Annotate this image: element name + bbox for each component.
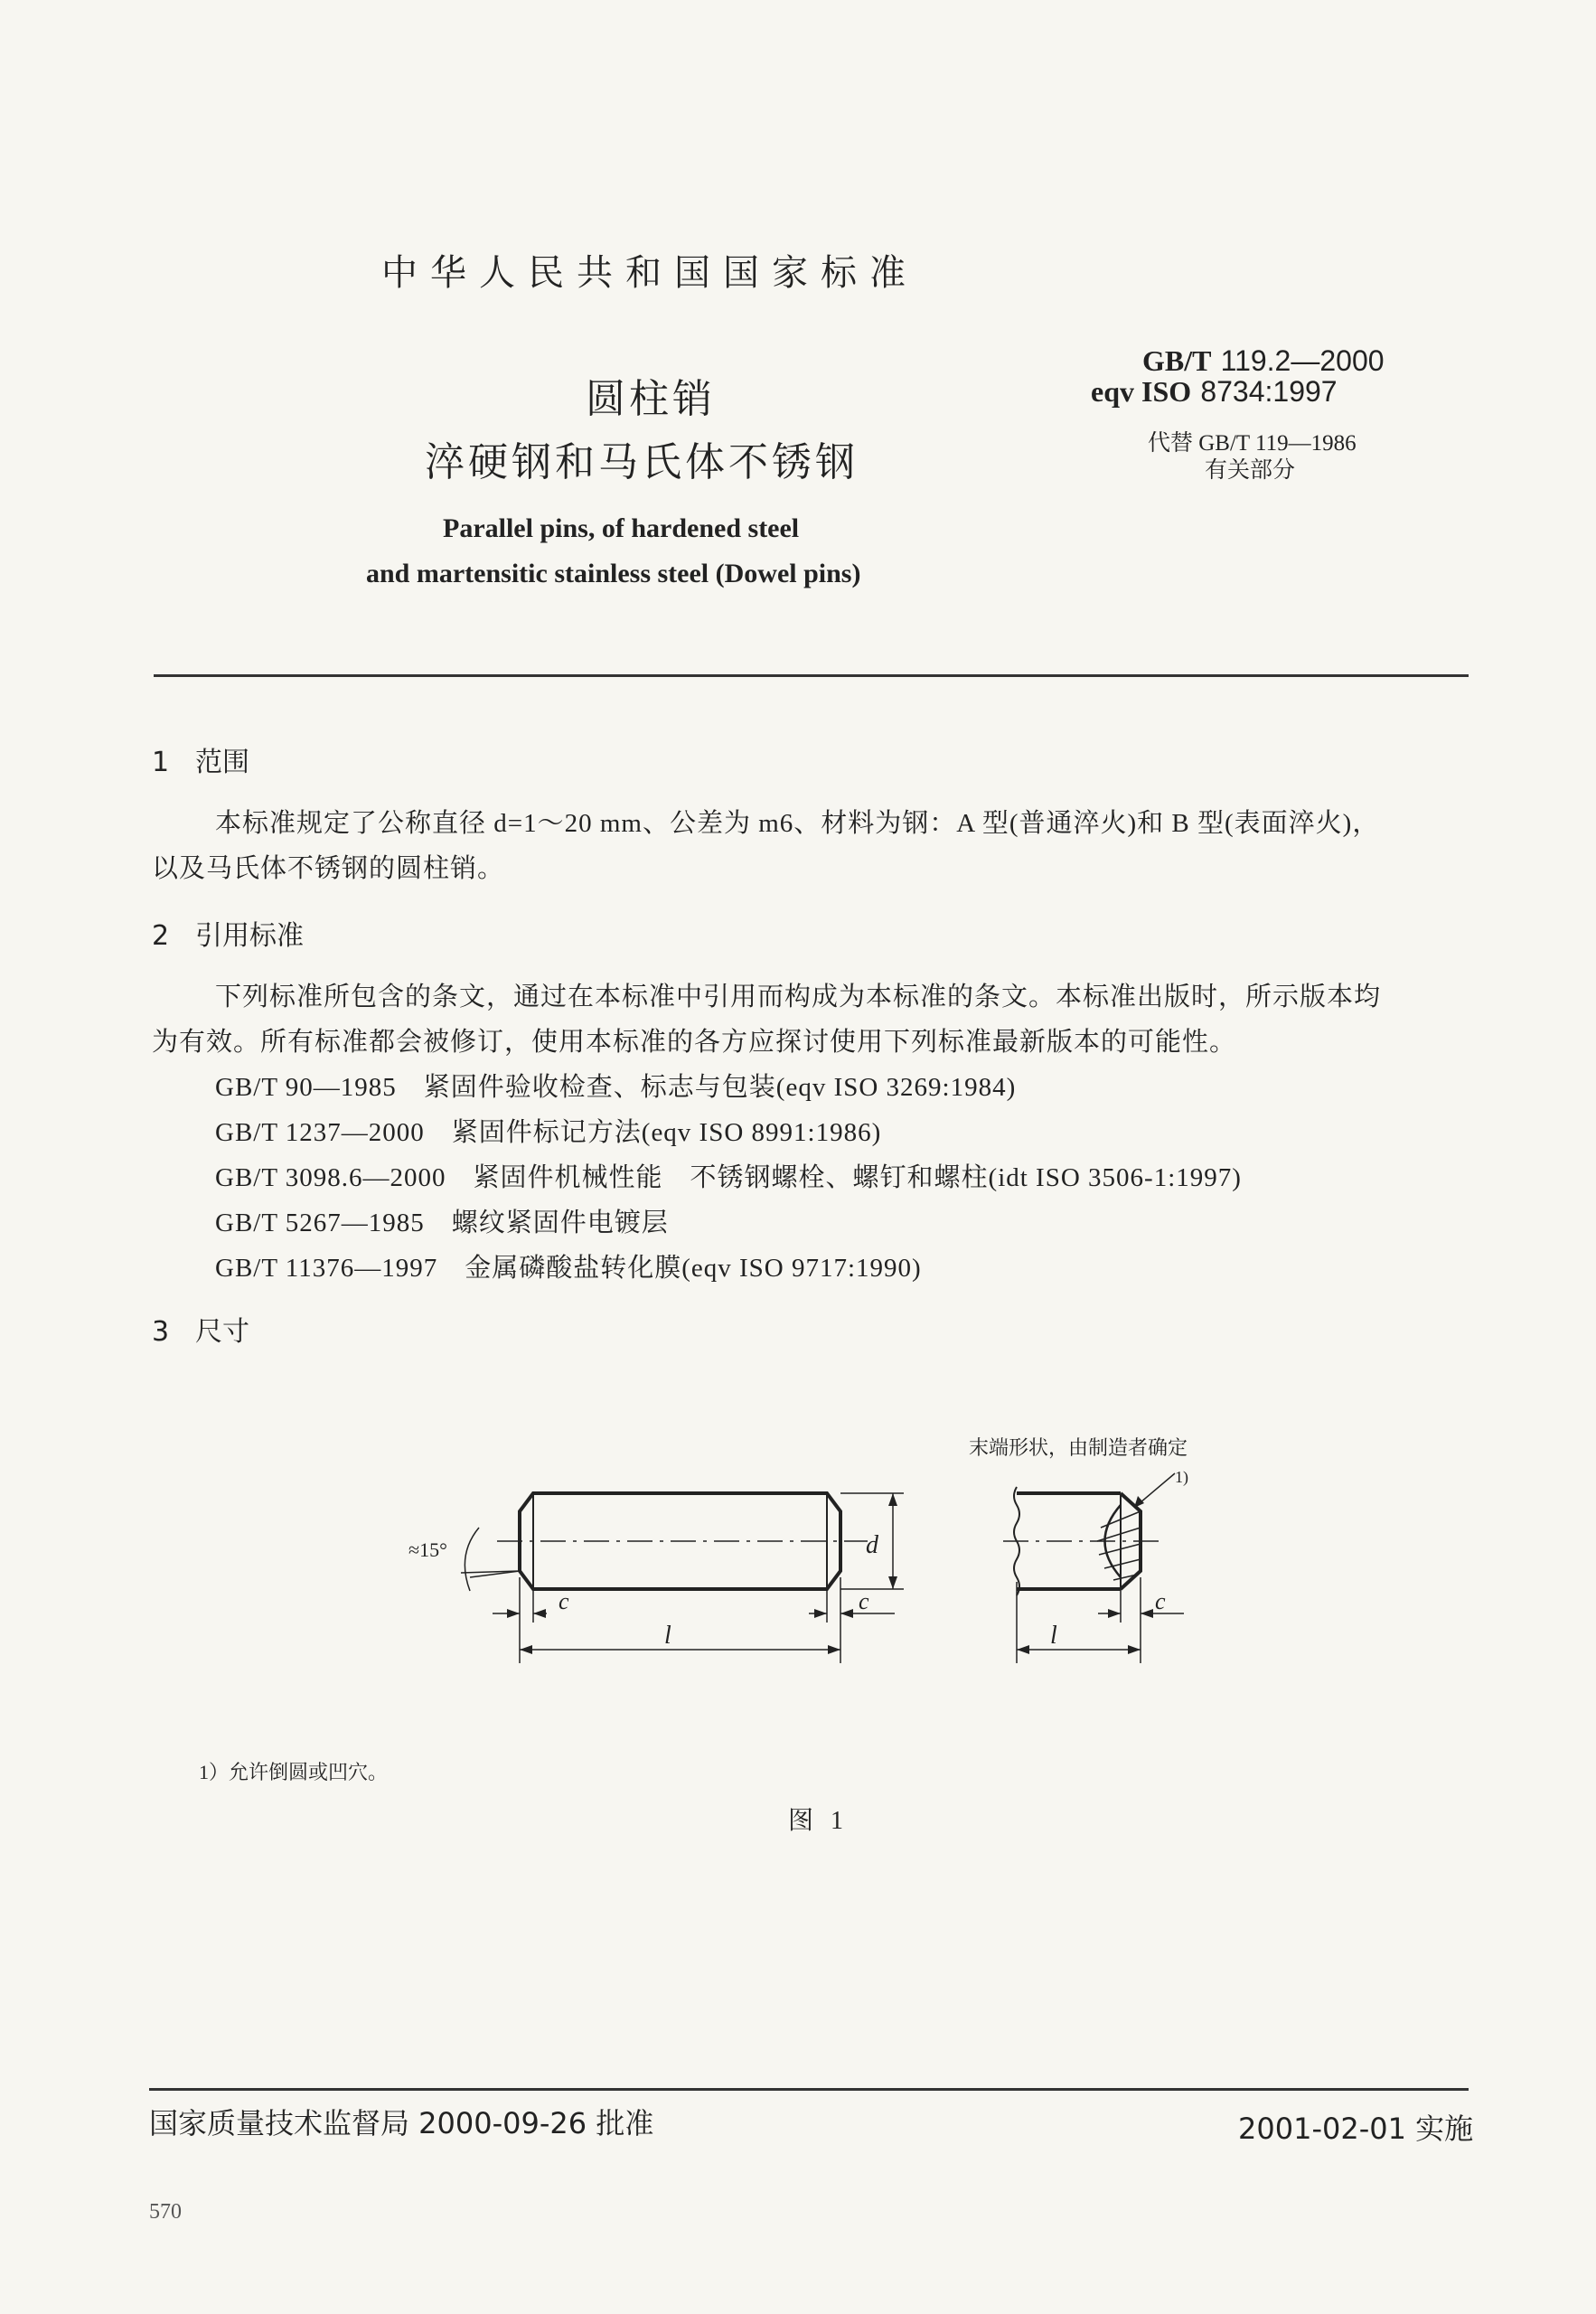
detail-chamfer-label: c xyxy=(1155,1588,1166,1614)
standard-code-number: 119.2—2000 xyxy=(1220,344,1385,377)
national-standard-title: 中华人民共和国国家标准 xyxy=(381,252,918,294)
standard-title-cn: 圆柱销 xyxy=(586,376,716,422)
pin-side-view xyxy=(461,1493,904,1663)
equivalent-code-number: 8734:1997 xyxy=(1200,375,1338,408)
effective-date: 2001-02-01 实施 xyxy=(1238,2112,1474,2146)
footer-rule xyxy=(149,2088,1469,2091)
chamfer-label-left: c xyxy=(559,1588,569,1614)
figure-footnote: 1）允许倒圆或凹穴。 xyxy=(199,1761,389,1783)
length-label: l xyxy=(664,1622,671,1650)
approval-issuer: 国家质量技术监督局 2000-09-26 批准 xyxy=(149,2106,654,2140)
reference-item: GB/T 5267—1985 螺纹紧固件电镀层 xyxy=(215,1209,669,1237)
reference-item: GB/T 11376—1997 金属磷酸盐转化膜(eqv ISO 9717:1990) xyxy=(215,1254,922,1283)
section-2-number: 2 xyxy=(152,920,170,952)
figure-caption: 图 1 xyxy=(788,1807,850,1835)
section-1-paragraph-line-2: 以及马氏体不锈钢的圆柱销。 xyxy=(152,854,505,883)
page-number: 570 xyxy=(149,2200,182,2224)
standard-code-prefix: GB/T xyxy=(1142,344,1212,377)
reference-item: GB/T 1237—2000 紧固件标记方法(eqv ISO 8991:1986) xyxy=(215,1118,882,1147)
end-shape-note: 末端形状，由制造者确定 xyxy=(969,1437,1188,1460)
reference-item: GB/T 3098.6—2000 紧固件机械性能 不锈钢螺栓、螺钉和螺柱(idt ISO 3506-1:1997) xyxy=(215,1163,1242,1192)
section-3-title: 尺寸 xyxy=(195,1316,249,1348)
detail-length-label: l xyxy=(1050,1622,1057,1650)
note-reference-marker: 1) xyxy=(1175,1468,1188,1486)
standard-subtitle-cn: 淬硬钢和马氏体不锈钢 xyxy=(425,439,859,485)
diameter-label: d xyxy=(866,1531,878,1559)
standard-title-en-line-2: and martensitic stainless steel (Dowel pins) xyxy=(366,559,861,588)
reference-item: GB/T 90—1985 紧固件验收检查、标志与包装(eqv ISO 3269:1984) xyxy=(215,1073,1017,1102)
angle-label: ≈15° xyxy=(408,1538,447,1561)
section-1-number: 1 xyxy=(152,747,170,778)
standard-title-en-line-1: Parallel pins, of hardened steel xyxy=(443,513,800,543)
replaces-standard-part: 有关部分 xyxy=(1205,456,1296,483)
pin-end-detail xyxy=(1003,1473,1184,1663)
section-2-paragraph-line-2: 为有效。所有标准都会被修订，使用本标准的各方应探讨使用下列标准最新版本的可能性。 xyxy=(152,1028,1237,1057)
chamfer-label-right: c xyxy=(859,1588,869,1614)
replaces-standard: 代替 GB/T 119—1986 xyxy=(1148,431,1357,456)
section-1-title: 范围 xyxy=(195,747,249,778)
section-1-paragraph-line-1: 本标准规定了公称直径 d=1～20 mm、公差为 m6、材料为钢：A 型(普通淬火)和 B 型(表面淬火)， xyxy=(215,809,1380,838)
section-3-number: 3 xyxy=(152,1316,170,1348)
section-2-title: 引用标准 xyxy=(195,920,304,952)
section-2-paragraph-line-1: 下列标准所包含的条文，通过在本标准中引用而构成为本标准的条文。本标准出版时，所示版本均 xyxy=(215,983,1382,1011)
equivalent-code-prefix: eqv ISO xyxy=(1091,375,1192,408)
